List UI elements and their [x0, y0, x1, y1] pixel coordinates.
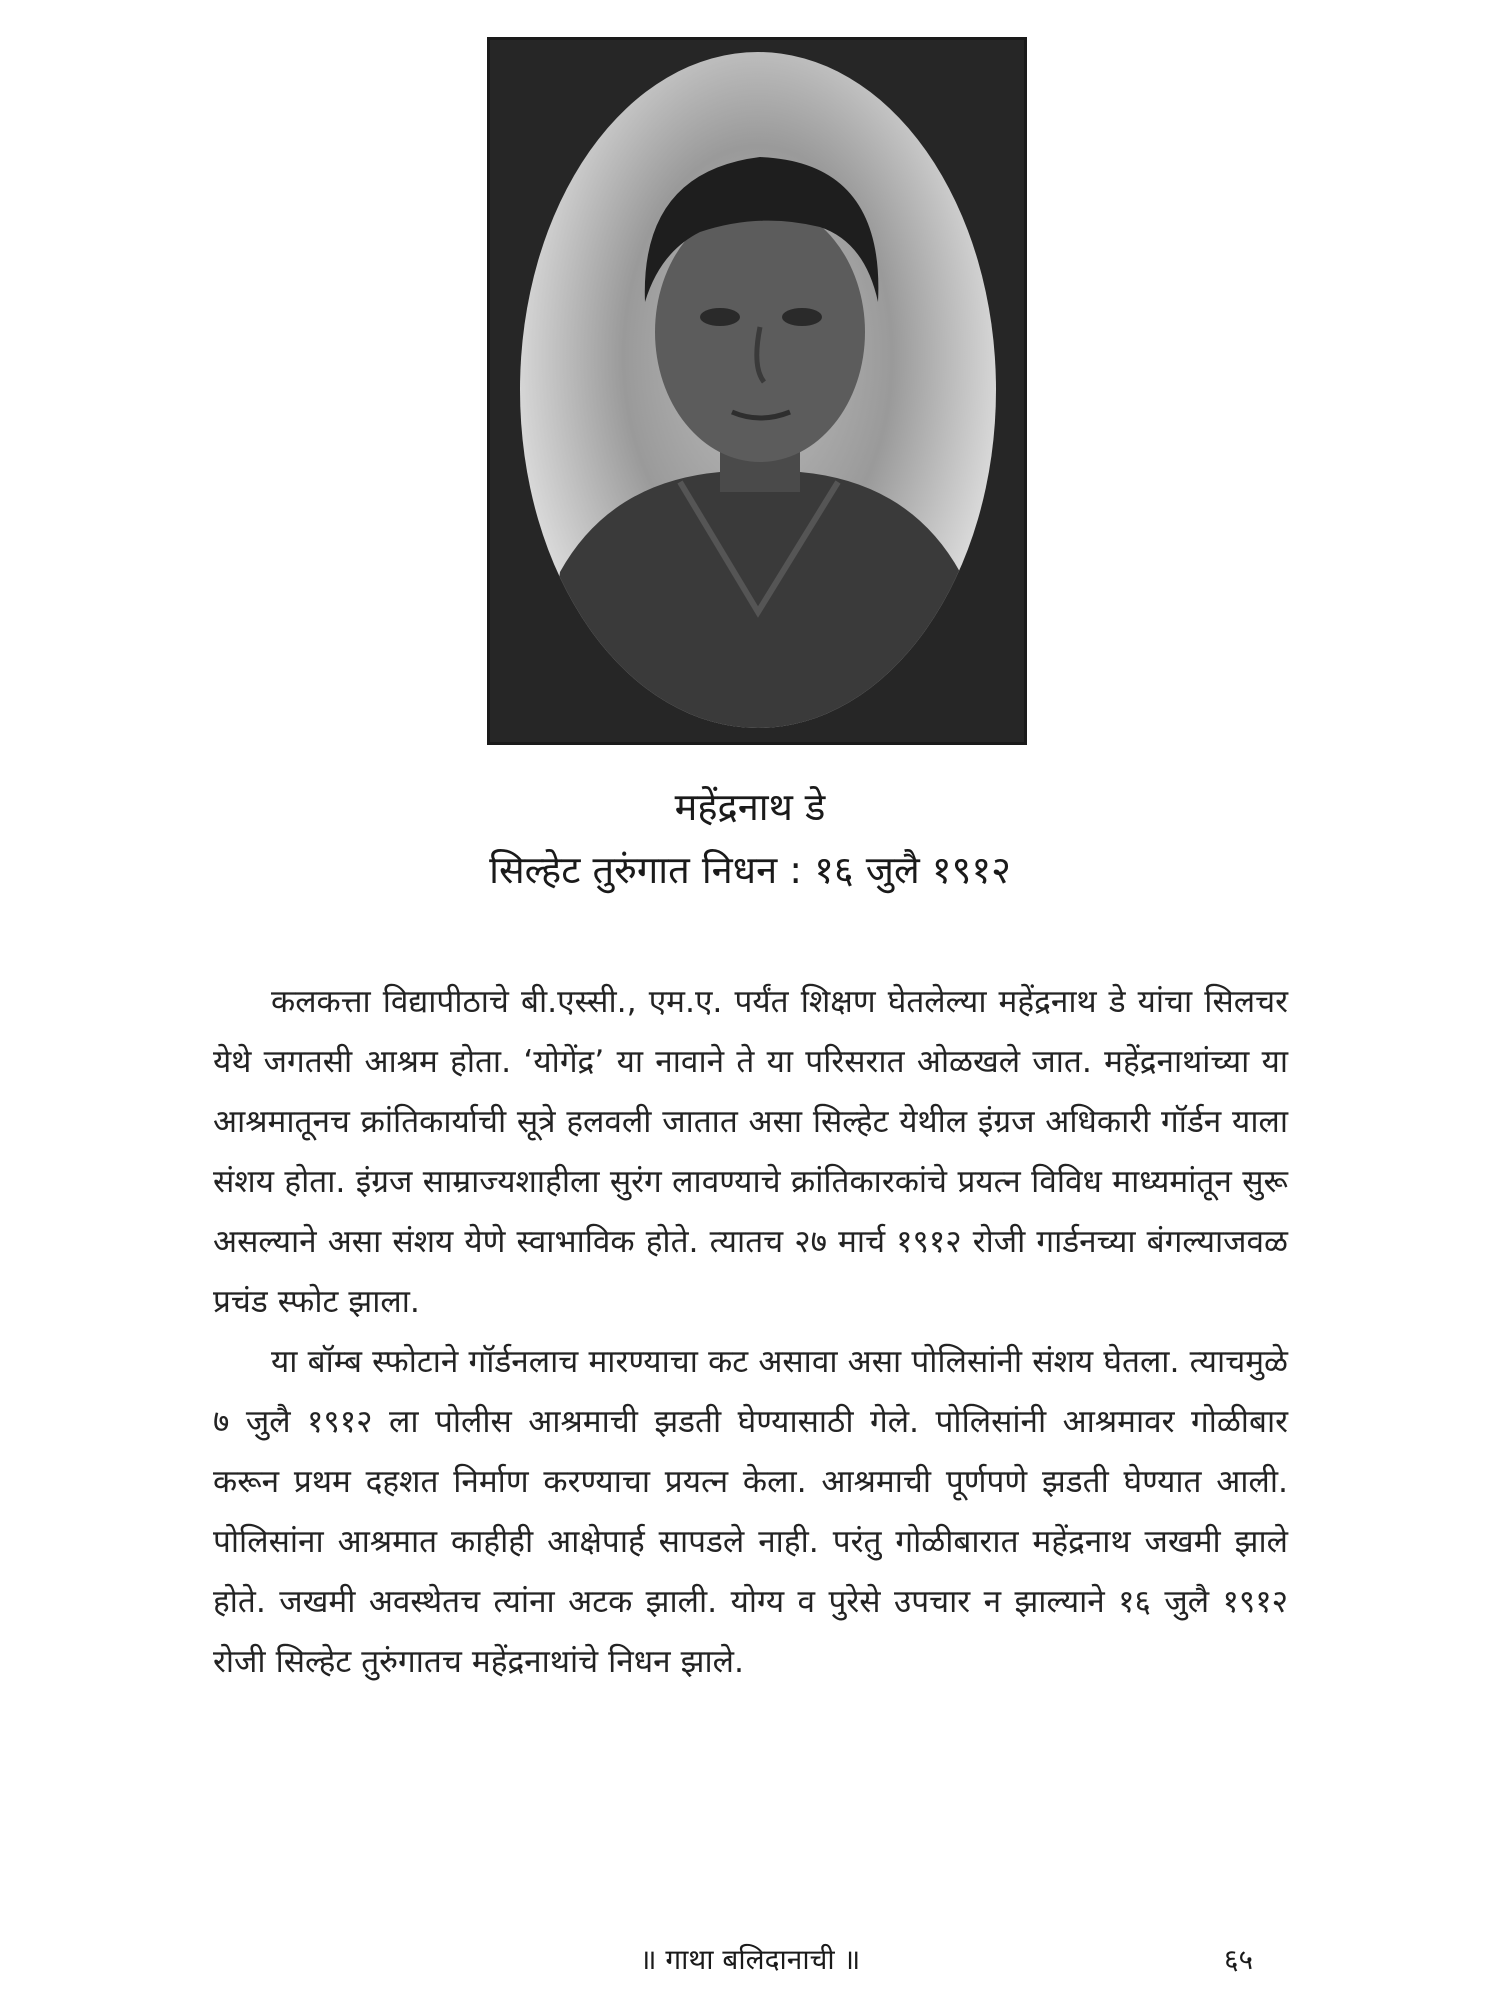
- portrait-photo: [487, 37, 1027, 745]
- paragraph-2: या बॉम्ब स्फोटाने गॉर्डनलाच मारण्याचा कट असावा असा पोलिसांनी संशय घेतला. त्याचमुळे ७ जुलै १९१२ ला पोलीस आश्रमाची झडती घेण्यासाठी गेले. पोलिसांनी आश्रमावर गोळीबार करून प्रथम दहशत निर्माण करण्याचा प्रयत्न केला. आश्रमाची पूर्णपणे झडती घेण्यात आली. पोलिसांना आश्रमात काहीही आक्षेपार्ह सापडले नाही. परंतु गोळीबारात महेंद्रनाथ जखमी झाले होते. जखमी अवस्थेतच त्यांना अटक झाली. योग्य व पुरेसे उपचार न झाल्याने १६ जुलै १९१२ रोजी सिल्हेट तुरुंगातच महेंद्रनाथांचे निधन झाले.: [213, 1344, 1288, 1680]
- portrait-caption-death: सिल्हेट तुरुंगात निधन : १६ जुलै १९१२: [489, 848, 1011, 892]
- page-number: ६५: [1224, 1943, 1254, 1976]
- portrait-oval: [520, 52, 996, 728]
- portrait-image: [520, 52, 996, 728]
- footer-book-title: ॥ गाथा बलिदानाची ॥: [639, 1943, 861, 1976]
- paragraph-1: कलकत्ता विद्यापीठाचे बी.एस्सी., एम.ए. पर्यंत शिक्षण घेतलेल्या महेंद्रनाथ डे यांचा सिलचर येथे जगतसी आश्रम होता. ‘योगेंद्र’ या नावाने ते या परिसरात ओळखले जात. महेंद्रनाथांच्या या आश्रमातूनच क्रांतिकार्याची सूत्रे हलवली जातात असा सिल्हेट येथील इंग्रज अधिकारी गॉर्डन याला संशय होता. इंग्रज साम्राज्यशाहीला सुरंग लावण्याचे क्रांतिकारकांचे प्रयत्न विविध माध्यमांतून सुरू असल्याने असा संशय येणे स्वाभाविक होते. त्यातच २७ मार्च १९१२ रोजी गार्डनच्या बंगल्याजवळ प्रचंड स्फोट झाला.: [213, 984, 1288, 1320]
- article-body: [213, 972, 1288, 1692]
- portrait-caption-name: महेंद्रनाथ डे: [674, 785, 826, 829]
